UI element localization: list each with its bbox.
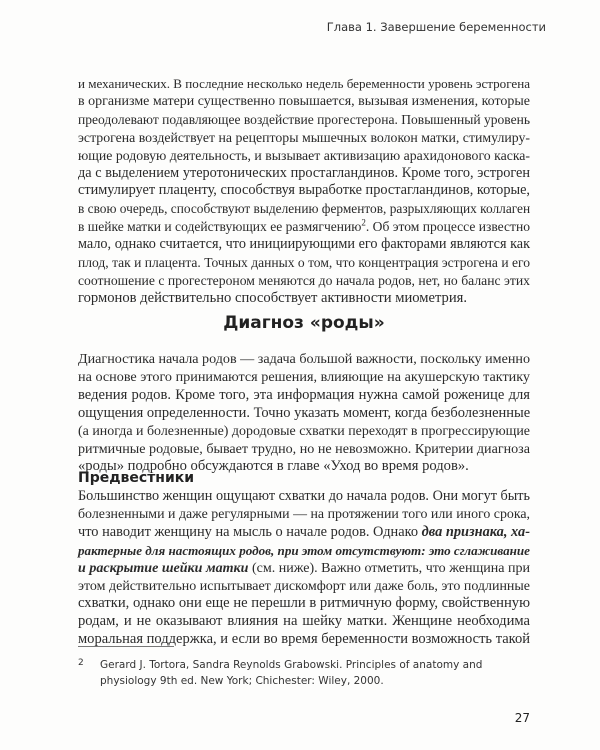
text-fragment: . Об этом процессе известно: [365, 219, 530, 235]
text-line: соотношение с прогестероном меняются до начала родов, нет, но баланс этих: [78, 272, 530, 288]
running-header: Глава 1. Завершение беременности: [326, 20, 546, 34]
text-line: стимулирует плаценту, способствуя выработке простагландинов, которые,: [78, 182, 530, 199]
section-heading: Диагноз «роды»: [223, 313, 385, 333]
text-line: преодолевают подавляющее воздействие прогестерона. Повышенный уровень: [78, 111, 531, 127]
text-line: [78, 560, 530, 578]
text-line: болезненными и даже регулярными — на протяжении того или иного срока,: [78, 506, 530, 522]
text-line: плод, так и плацента. Точных данных о том, что концентрация эстрогена и его: [78, 255, 530, 271]
emphasis-text: два признака, ха-: [421, 523, 530, 540]
text-line: этом действительно испытывает дискомфорт или даже боль, это подлинные: [78, 578, 530, 594]
text-line: гормонов действительно способствует активности миометрия.: [78, 289, 468, 306]
text-line: ведения родов. Кроме того, эта информация нужна самой роженице для: [78, 386, 530, 403]
text-line: Диагностика начала родов — задача большой важности, поскольку именно: [78, 351, 530, 367]
footnote-reference[interactable]: 2: [361, 217, 366, 228]
text-line: в свою очередь, способствуют выделению ферментов, разрыхляющих коллаген: [78, 201, 531, 217]
text-line: на основе этого принимаются решения, влияющие на акушерскую тактику: [78, 368, 530, 385]
text-line: [78, 524, 530, 542]
text-line: Большинство женщин ощущают схватки до начала родов. Они могут быть: [78, 488, 530, 504]
subsection-heading: Предвестники: [78, 470, 195, 486]
footnote: [78, 657, 530, 689]
text-line: мало, однако считается, что инициирующими его факторами являются как: [78, 236, 530, 253]
text-line: в организме матери существенно повышается, вызывая изменения, которые: [78, 93, 530, 109]
page-number: 27: [514, 711, 530, 725]
text-line: родам, и не оказывают влияния на шейку матки. Женщине необходима: [78, 613, 530, 630]
text-line: моральная поддержка, и если во время беременности возможность такой: [78, 631, 530, 648]
text-line: ющие родовую деятельность, и вызывает активизацию арахидонового каска-: [78, 147, 530, 163]
emphasis-text: и раскрытие шейки матки: [78, 559, 249, 576]
text-line: ритмичные родовые, бывает трудно, но не невозможно. Критерии диагноза: [78, 440, 530, 457]
paragraph-diagnosis: [78, 351, 530, 476]
text-line: ощущения определенности. Точно указать момент, когда безболезненные: [78, 404, 531, 421]
text-line: «роды» подробно обсуждаются в главе «Уход во время родов».: [78, 458, 469, 475]
text-line: да с выделением утеротонических простагландинов. Кроме того, эстроген: [78, 164, 530, 181]
text-line: схватки, однако они еще не перешли в ритмичную форму, свойственную: [78, 595, 530, 612]
footnote-number: 2: [78, 658, 84, 668]
paragraph-precursors: [78, 488, 530, 649]
paragraph-estrogen: [78, 75, 530, 308]
text-fragment: что наводит женщину на мысль о начале родов. Однако: [78, 523, 422, 540]
text-line: и механических. В последние несколько недель беременности уровень эстрогена: [78, 76, 530, 91]
footnote-text: Gerard J. Tortora, Sandra Reynolds Grabowski. Principles of anatomy and physiology 9th ed. New York; Chichester: Wiley, 2000.: [100, 659, 483, 687]
text-fragment: в шейке матки и содействующих ее размягчению: [78, 219, 362, 235]
emphasis-text: рактерные для настоящих родов, при этом отсутствуют: это сглаживание: [78, 542, 530, 558]
footnote-divider: [78, 646, 174, 647]
text-line: (а иногда и болезненные) дородовые схватки переходят в прогрессирующие: [78, 423, 530, 439]
text-line: эстрогена воздействует на рецепторы мышечных волокон матки, стимулиру-: [78, 129, 530, 145]
text-fragment: (см. ниже). Важно отметить, что женщина при: [248, 559, 531, 576]
text-line: [78, 542, 530, 560]
text-line-with-footnote: [78, 218, 530, 236]
